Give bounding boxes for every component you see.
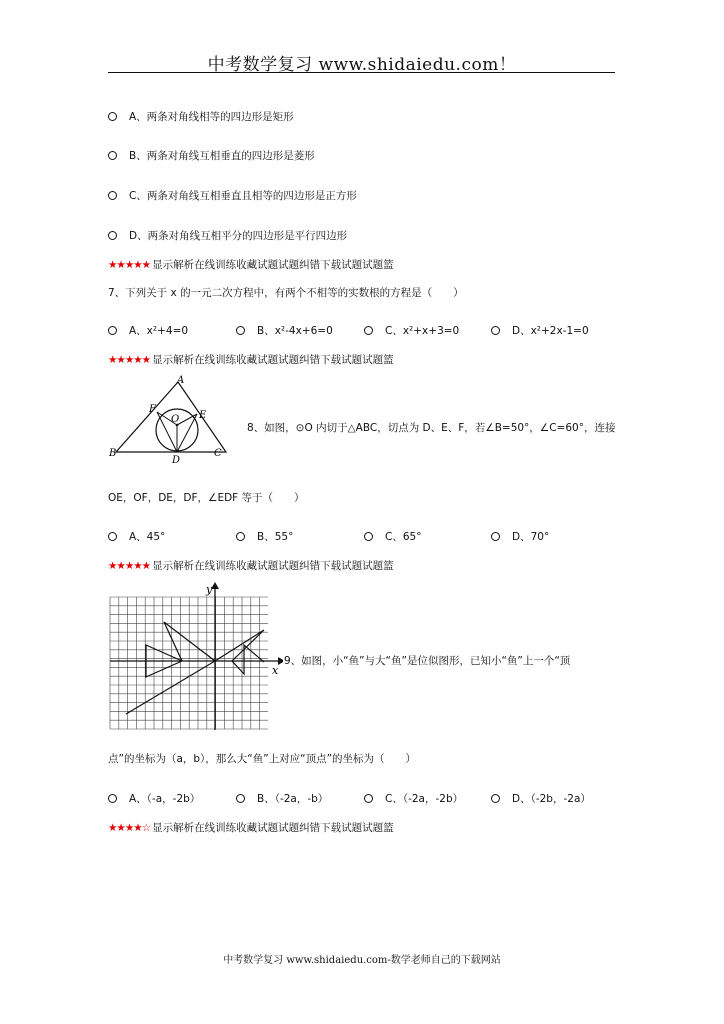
difficulty-stars: ★★★★☆: [108, 822, 151, 834]
q9-question-part2: 点”的坐标为（a，b），那么大“鱼”上对应“顶点”的坐标为（ ）: [108, 753, 417, 765]
option-text: C、65°: [385, 531, 422, 543]
radio-button[interactable]: [491, 326, 500, 335]
q8-action-bar: [108, 558, 394, 573]
action-links[interactable]: 显示解析在线训练收藏试题试题纠错下载试题试题篮: [152, 354, 394, 366]
radio-button[interactable]: [236, 794, 245, 803]
header-rule: [108, 72, 615, 73]
radio-button[interactable]: [108, 151, 117, 160]
option-text: C、两条对角线互相垂直且相等的四边形是正方形: [129, 190, 357, 202]
page-footer: 中考数学复习 www.shidaiedu.com-数学老师自己的下载网站: [223, 955, 501, 966]
radio-button[interactable]: [364, 326, 373, 335]
label-b: B: [109, 448, 117, 459]
option-text: A、两条对角线相等的四边形是矩形: [129, 111, 294, 123]
q8-option-b[interactable]: [236, 529, 293, 544]
difficulty-stars: ★★★★★: [108, 259, 151, 271]
radio-button[interactable]: [491, 532, 500, 541]
option-text: B、55°: [257, 531, 294, 543]
difficulty-stars: ★★★★★: [108, 354, 151, 366]
q7-option-a[interactable]: [108, 323, 188, 338]
radio-button[interactable]: [108, 794, 117, 803]
radio-button[interactable]: [236, 326, 245, 335]
q8-question-part2: OE，OF，DE，DF，∠EDF 等于（ ）: [108, 492, 305, 504]
big-fish: [126, 622, 215, 714]
radio-button[interactable]: [108, 326, 117, 335]
q9-option-d[interactable]: [491, 791, 591, 806]
q9-option-a[interactable]: [108, 791, 200, 806]
q7-option-d[interactable]: [491, 323, 589, 338]
label-a: A: [177, 375, 185, 386]
q8-option-c[interactable]: [364, 529, 421, 544]
option-text: C、x²+x+3=0: [385, 325, 460, 337]
q6-option-c[interactable]: [108, 188, 357, 203]
q7-action-bar: [108, 352, 394, 367]
label-f: F: [149, 404, 156, 415]
q7-question: 7、下列关于 x 的一元二次方程中，有两个不相等的实数根的方程是（ ）: [108, 287, 464, 299]
label-c: C: [214, 448, 222, 459]
action-links[interactable]: 显示解析在线训练收藏试题试题纠错下载试题试题篮: [152, 822, 394, 834]
difficulty-stars: ★★★★★: [108, 560, 151, 572]
radio-button[interactable]: [108, 191, 117, 200]
option-text: D、两条对角线互相平分的四边形是平行四边形: [129, 230, 348, 242]
radio-button[interactable]: [364, 532, 373, 541]
q7-option-c[interactable]: [364, 323, 459, 338]
radio-button[interactable]: [108, 112, 117, 121]
x-axis-arrow: [278, 657, 283, 665]
action-links[interactable]: 显示解析在线训练收藏试题试题纠错下载试题试题篮: [152, 259, 394, 271]
label-d: D: [172, 455, 181, 464]
q8-question-part1: 8、如图，⊙O 内切于△ABC，切点为 D、E、F，若∠B=50°，∠C=60°，连接: [247, 422, 616, 434]
radio-button[interactable]: [108, 532, 117, 541]
q7-option-b[interactable]: [236, 323, 333, 338]
page-header-title: 中考数学复习 www.shidaiedu.com！: [207, 55, 517, 75]
y-axis-label: y: [206, 583, 213, 596]
q9-option-b[interactable]: [236, 791, 328, 806]
q6-option-b[interactable]: [108, 148, 315, 163]
label-e: E: [199, 410, 207, 421]
option-text: B、x²-4x+6=0: [257, 325, 333, 337]
option-text: B、（-2a，-b）: [257, 793, 329, 805]
radio-button[interactable]: [236, 532, 245, 541]
x-axis-label: x: [272, 664, 279, 677]
q8-triangle-figure: [108, 374, 228, 464]
q6-option-d[interactable]: [108, 228, 347, 243]
option-text: A、x²+4=0: [129, 325, 189, 337]
action-links[interactable]: 显示解析在线训练收藏试题试题纠错下载试题试题篮: [152, 560, 394, 572]
radio-button[interactable]: [491, 794, 500, 803]
option-text: D、（-2b，-2a）: [512, 793, 591, 805]
q9-action-bar: [108, 820, 394, 835]
radio-button[interactable]: [108, 231, 117, 240]
q9-grid-figure: [108, 582, 283, 732]
q9-option-c[interactable]: [364, 791, 463, 806]
q8-option-a[interactable]: [108, 529, 165, 544]
option-text: A、45°: [129, 531, 166, 543]
q6-option-a[interactable]: [108, 109, 294, 124]
option-text: B、两条对角线互相垂直的四边形是菱形: [129, 150, 315, 162]
label-o: O: [171, 414, 180, 425]
q6-action-bar: [108, 257, 394, 272]
option-text: A、（-a，-2b）: [129, 793, 201, 805]
q8-option-d[interactable]: [491, 529, 549, 544]
option-text: D、70°: [512, 531, 550, 543]
option-text: D、x²+2x-1=0: [512, 325, 589, 337]
option-text: C、（-2a，-2b）: [385, 793, 464, 805]
radio-button[interactable]: [364, 794, 373, 803]
q9-question-part1: 9、如图，小“鱼”与大“鱼”是位似图形，已知小“鱼”上一个“顶: [284, 655, 571, 667]
